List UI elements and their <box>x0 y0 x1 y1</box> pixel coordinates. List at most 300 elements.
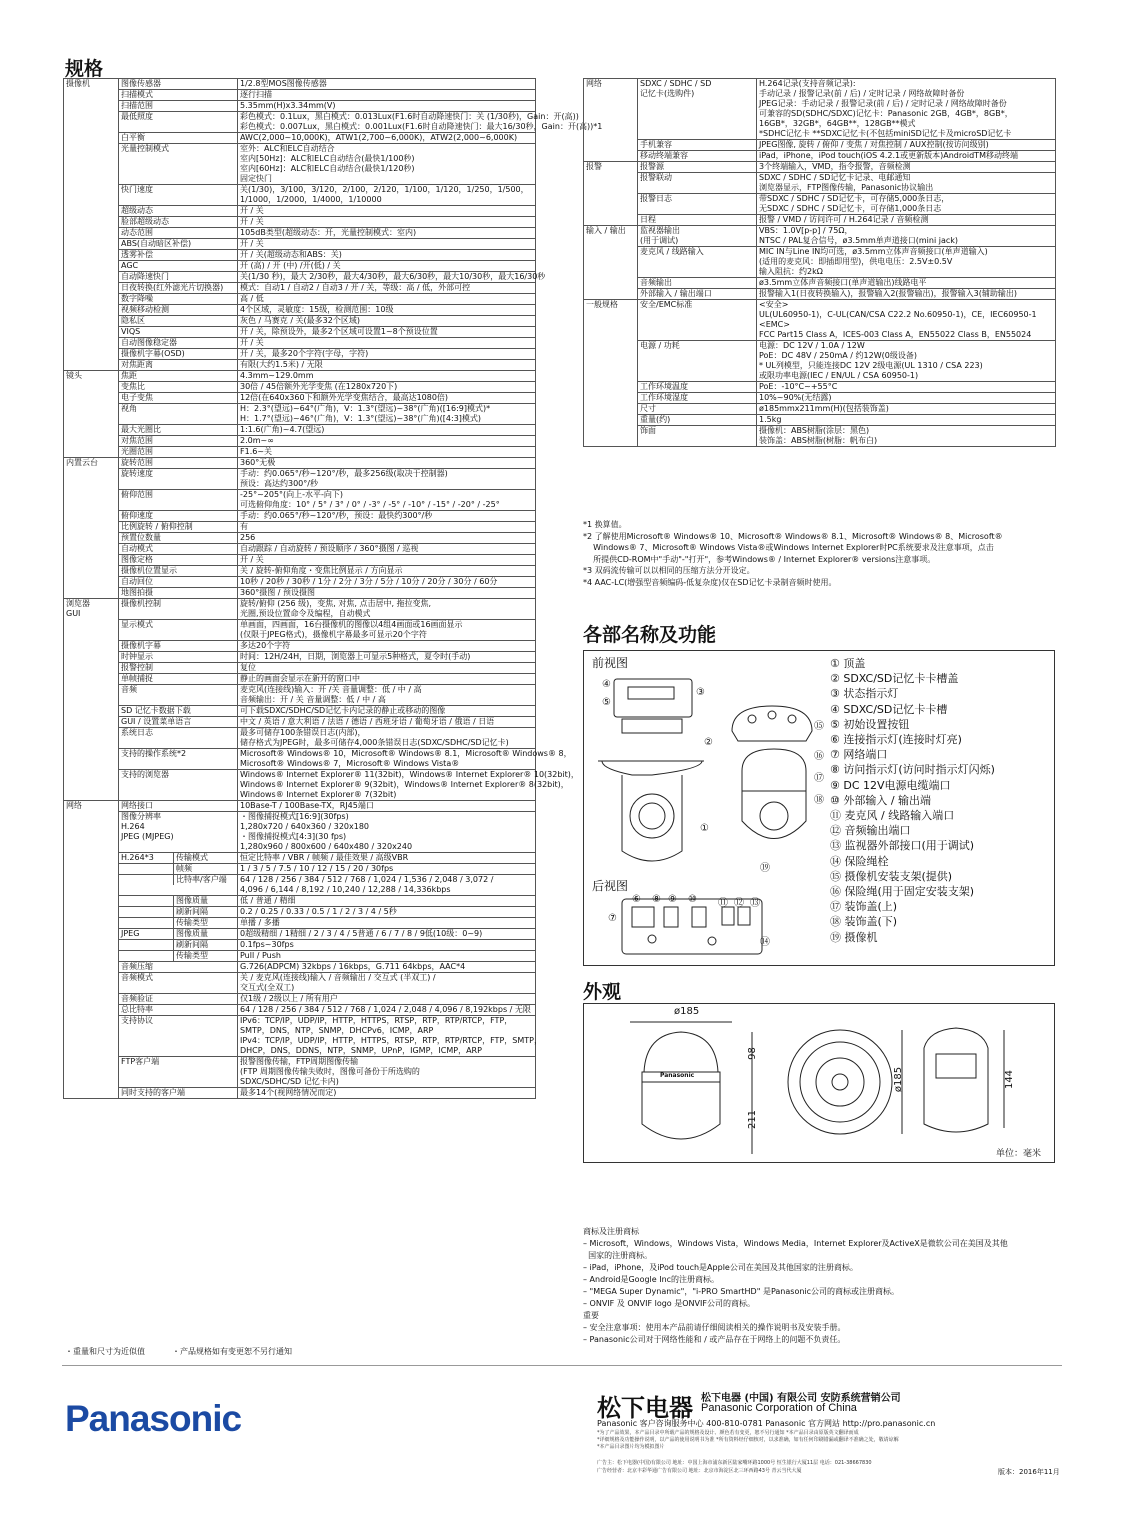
spec-row <box>584 151 1056 162</box>
spec-cell: 关(1/30)，3/100，3/120，2/100，2/120，1/100，1/120，1/250，1/500， 1/1000，1/2000，1/4000，1/10000 <box>238 185 536 206</box>
right-spec-table <box>583 78 1056 447</box>
spec-row <box>64 728 536 749</box>
spec-cell: 开 (高) / 开 (中) /开(低) / 关 <box>238 261 536 272</box>
spec-cell: 摄像机字幕 <box>119 641 238 652</box>
callout-11: ⑪ <box>718 898 728 909</box>
spec-cell: 动态范围 <box>119 228 238 239</box>
spec-cell: 外部输入 / 输出端口 <box>638 289 757 300</box>
spec-cell: 关 / 旋转-俯仰角度・变焦比例显示 / 方向显示 <box>238 566 536 577</box>
callout-15: ⑮ <box>814 721 824 732</box>
spec-cell: 输入 / 输出 <box>584 226 638 300</box>
spec-cell: 摄像机字幕(OSD) <box>119 349 238 360</box>
spec-cell: 音频模式 <box>119 973 238 994</box>
spec-cell: 5.35mm(H)x3.34mm(V) <box>238 101 536 112</box>
spec-notes <box>583 519 1063 588</box>
trademark-line: 国家的注册商标。 <box>583 1251 653 1260</box>
spec-cell: 变焦比 <box>119 382 238 393</box>
spec-cell: 音频压缩 <box>119 962 238 973</box>
spec-cell: 脸部超级动态 <box>119 217 238 228</box>
dimension-drawing <box>584 1004 1054 1162</box>
version: 版本：2016年11月 <box>998 1468 1060 1476</box>
spec-cell: 室外：ALC和ELC自动结合 室内[50Hz]：ALC和ELC自动结合(最快1/100秒) 室内[60Hz]：ALC和ELC自动结合(最快1/120秒) 固定快门 <box>238 144 536 185</box>
spec-subgroup <box>119 907 173 917</box>
part-item: ⑪ 麦克风 / 线路输入端口 <box>830 809 955 823</box>
spec-cell: SDXC / SDHC / SD记忆卡记录、电邮通知 浏览器显示，FTP图像传输，Panasonic协议输出 <box>757 173 1056 194</box>
spec-cell: 报警控制 <box>119 663 238 674</box>
spec-cell: 移动终端兼容 <box>638 151 757 162</box>
spec-row <box>584 426 1056 447</box>
spec-subitem: 图像质量 <box>173 896 237 906</box>
spec-cell: 灰色 / 马赛克 / 关(最多32个区域) <box>238 316 536 327</box>
spec-cell: 摄像机位置显示 <box>119 566 238 577</box>
spec-cell: 10%~90%(无结露) <box>757 393 1056 404</box>
spec-cell: 10Base-T / 100Base-TX，RJ45端口 <box>238 801 536 812</box>
spec-row <box>584 215 1056 226</box>
spec-cell: 总比特率 <box>119 1005 238 1016</box>
spec-subgroup: JPEG <box>121 929 140 938</box>
spec-row <box>584 194 1056 215</box>
spec-row <box>64 294 536 305</box>
spec-cell: 0.2 / 0.25 / 0.33 / 0.5 / 1 / 2 / 3 / 4 / 5秒 <box>238 907 536 918</box>
callout-16: ⑯ <box>814 751 824 762</box>
spec-row <box>64 425 536 436</box>
appearance-title: 外观 <box>583 981 622 1003</box>
spec-cell: 手动：约0.065°/秒~120°/秒，最多256级(取决于控制器) 预设：高达约300°/秒 <box>238 469 536 490</box>
dim-144: 144 <box>1004 1069 1016 1090</box>
spec-row <box>64 469 536 490</box>
spec-cell: SD 记忆卡数据下载 <box>119 706 238 717</box>
spec-cell: 1.5kg <box>757 415 1056 426</box>
spec-row <box>64 349 536 360</box>
spec-cell: 数字降噪 <box>119 294 238 305</box>
spec-subitem: 刷新间隔 <box>173 907 237 917</box>
spec-row <box>64 973 536 994</box>
address-2: 广告经营者：北京丰彩华通广告有限公司 地址：北京市海淀区北三环西路43号 青云当代大厦 <box>597 1468 802 1474</box>
spec-subitem: 比特率/客户端 <box>173 875 237 885</box>
part-item: ⑦ 网络端口 <box>830 748 888 762</box>
spec-subcell <box>119 896 238 907</box>
spec-row <box>64 1088 536 1099</box>
spec-cell: 尺寸 <box>638 404 757 415</box>
spec-row <box>584 226 1056 247</box>
spec-cell: 复位 <box>238 663 536 674</box>
spec-row <box>64 770 536 801</box>
spec-cell: 可下载SDXC/SDHC/SD记忆卡内记录的静止或移动的图像 <box>238 706 536 717</box>
spec-row <box>64 566 536 577</box>
spec-cell: ø3.5mm立体声音频接口(单声道输出)线路电平 <box>757 278 1056 289</box>
spec-cell: MIC IN与Line IN均可选，ø3.5mm立体声音频接口(单声道输入) (适用的麦克风：即插即用型)，供电电压：2.5V±0.5V 输入阻抗：约2kΩ <box>757 247 1056 278</box>
spec-cell: 单帧捕捉 <box>119 674 238 685</box>
callout-6: ⑥ <box>632 894 641 905</box>
spec-cell: <安全> UL(UL60950-1)，C-UL(CAN/CSA C22.2 No.60950-1)，CE，IEC60950-1 <EMC> FCC Part15 Class A，ICES-003 Class A，EN55022 Class B，EN55024 <box>757 300 1056 341</box>
spec-cell: 10秒 / 20秒 / 30秒 / 1分 / 2分 / 3分 / 5分 / 10分 / 20分 / 30分 / 60分 <box>238 577 536 588</box>
spec-cell: 工作环境湿度 <box>638 393 757 404</box>
spec-row <box>64 316 536 327</box>
spec-cell: 恒定比特率 / VBR / 帧频 / 最佳效果 / 高级VBR <box>238 853 536 864</box>
spec-cell: 超级动态 <box>119 206 238 217</box>
spec-cell: Windows® Internet Explorer® 11(32bit)，Windows® Internet Explorer® 10(32bit)， Windows® Internet Explorer® 9(32bit)，Windows® Internet Explorer® 8(32bit)， Windows® Internet Explorer® 7(32bit) <box>238 770 536 801</box>
part-item: ② SDXC/SD记忆卡卡槽盖 <box>830 672 959 686</box>
part-item: ⑧ 访问指示灯(访问时指示灯闪烁) <box>830 763 995 777</box>
brand-chinese-logo: 松下电器 <box>597 1393 693 1422</box>
spec-cell: GUI / 设置菜单语言 <box>119 717 238 728</box>
spec-cell: 报警输入1(日夜转换输入)，报警输入2(报警输出)，报警输入3(辅助输出) <box>757 289 1056 300</box>
spec-row <box>584 79 1056 140</box>
spec-cell: 多达20个字符 <box>238 641 536 652</box>
spec-subgroup <box>119 951 173 961</box>
spec-cell: 支持的浏览器 <box>119 770 238 801</box>
spec-cell: 电子变焦 <box>119 393 238 404</box>
spec-cell: 地图拍摄 <box>119 588 238 599</box>
spec-cell: 图像定格 <box>119 555 238 566</box>
spec-cell: 64 / 128 / 256 / 384 / 512 / 768 / 1,024 / 1,536 / 2,048 / 3,072 / 4,096 / 6,144 / 8,192 / 10,240 / 12,288 / 14,336kbps <box>238 875 536 896</box>
spec-cell: 有限(大约1.5米) / 无限 <box>238 360 536 371</box>
spec-row <box>64 994 536 1005</box>
spec-cell: H：2.3°(望远)~64°(广角)，V：1.3°(望远)~38°(广角)([16:9]模式)* H：1.7°(望远)~46°(广角)，V：1.3°(望远)~38°(广角)([4:3]模式) <box>238 404 536 425</box>
spec-cell: 报警日志 <box>638 194 757 215</box>
spec-cell: 图像传感器 <box>119 79 238 90</box>
spec-cell: 单画面，四画面，16台摄像机的图像以4组4画面或16画面显示 (仅限于JPEG格式)，摄像机字幕最多可显示20个字符 <box>238 620 536 641</box>
spec-cell: 快门速度 <box>119 185 238 206</box>
spec-subitem: 刷新间隔 <box>173 940 237 950</box>
spec-row <box>64 663 536 674</box>
spec-row <box>584 393 1056 404</box>
spec-cell: 报警图像传输，FTP周期图像传输 (FTP 周期图像传输失败时，图像可备份于所选购的 SDXC/SDHC/SD 记忆卡内) <box>238 1057 536 1088</box>
trademark-line: 商标及注册商标 <box>583 1227 639 1236</box>
spec-cell: 视频移动检测 <box>119 305 238 316</box>
spec-subcell <box>119 918 238 929</box>
spec-row <box>64 393 536 404</box>
part-item: ⑩ 外部输入 / 输出端 <box>830 793 932 807</box>
spec-cell: 最多可储存100条错误日志(内部)， 储存格式为JPEG时，最多可储存4,000条错误日志(SDXC/SDHC/SD记忆卡) <box>238 728 536 749</box>
spec-cell: ・图像捕捉模式[16:9](30fps) 1,280x720 / 640x360 / 320x180 ・图像捕捉模式[4:3](30 fps) 1,280x960 / 800x600 / 640x480 / 320x240 <box>238 812 536 853</box>
spec-row <box>64 382 536 393</box>
part-item: ⑥ 连接指示灯(连接时灯亮) <box>830 733 962 747</box>
spec-row <box>64 749 536 770</box>
spec-cell: 0超级精细 / 1精细 / 2 / 3 / 4 / 5普通 / 6 / 7 / 8 / 9低(10级：0~9) <box>238 929 536 940</box>
spec-cell: 模式：自动1 / 自动2 / 自动3 / 开 / 关，等级：高 / 低，外部可控 <box>238 283 536 294</box>
spec-cell: 开 / 关，最多20个字符(字母，字符) <box>238 349 536 360</box>
trademark-line: – Microsoft，Windows，Windows Vista，Windows Media，Internet Explorer及ActiveX是微软公司在美国及其他 <box>583 1239 1008 1248</box>
camera-line-drawing <box>592 671 832 981</box>
spec-row <box>584 278 1056 289</box>
spec-cell: 图像分辨率 H.264 JPEG (MJPEG) <box>119 812 238 853</box>
spec-cell: SDXC / SDHC / SD 记忆卡(选购件) <box>638 79 757 140</box>
footnote-weight: ・重量和尺寸为近似值 <box>65 1347 145 1356</box>
part-item: ⑤ 初始设置按钮 <box>830 717 910 731</box>
spec-row <box>64 458 536 469</box>
spec-cell: 64 / 128 / 256 / 384 / 512 / 768 / 1,024 / 2,048 / 4,096 / 8,192kbps / 无限 <box>238 1005 536 1016</box>
fine-print-1: *为了产品效果，本产品目录中所载产品的规格及设计、颜色若有变更，恕不另行通知 *本产品目录由原版英文翻译而成 <box>597 1430 859 1436</box>
spec-row <box>64 239 536 250</box>
spec-cell: Microsoft® Windows® 10，Microsoft® Windows® 8.1，Microsoft® Windows® 8， Microsoft® Windows® 7，Microsoft® Windows Vista® <box>238 749 536 770</box>
spec-cell: 光量控制模式 <box>119 144 238 185</box>
company-name-cn: 松下电器 (中国) 有限公司 安防系统营销公司 <box>701 1393 901 1404</box>
spec-subitem: 传输类型 <box>173 951 237 961</box>
spec-cell: 12倍(在640x360下和额外光学变焦结合，最高达1080倍) <box>238 393 536 404</box>
spec-cell: 扫描范围 <box>119 101 238 112</box>
spec-cell: 俯仰速度 <box>119 511 238 522</box>
spec-cell: 镜头 <box>64 371 119 458</box>
spec-row <box>64 962 536 973</box>
spec-cell: 彩色模式：0.1Lux，黑白模式：0.013Lux(F1.6时自动降速快门：关 (1/30秒)，Gain：开(高)) 彩色模式：0.007Lux，黑白模式：0.001Lux(F1.6时自动降速快门：最大16/30秒，Gain：开(高))*1 <box>238 112 536 133</box>
spec-cell: 浏览器 GUI <box>64 599 119 801</box>
rear-view-label: 后视图 <box>592 879 629 893</box>
spec-cell: 同时支持的客户端 <box>119 1088 238 1099</box>
part-item: ① 顶盖 <box>830 657 866 670</box>
part-item: ⑨ DC 12V电源电缆端口 <box>830 778 951 792</box>
spec-row <box>584 173 1056 194</box>
spec-subcell <box>119 951 238 962</box>
spec-cell: 日程 <box>638 215 757 226</box>
spec-row <box>64 404 536 425</box>
spec-row <box>64 555 536 566</box>
spec-cell: 日夜转换(红外滤光片切换器) <box>119 283 238 294</box>
spec-cell: 重量(约) <box>638 415 757 426</box>
spec-subitem: 帧频 <box>173 864 237 874</box>
spec-row <box>64 717 536 728</box>
dim-185: ø185 <box>893 1066 905 1093</box>
spec-cell: 时钟显示 <box>119 652 238 663</box>
spec-cell: 音频 <box>119 685 238 706</box>
trademark-line: – Panasonic公司对于网络性能和 / 或产品存在于网络上的问题不负责任。 <box>583 1335 846 1344</box>
spec-row <box>64 436 536 447</box>
spec-cell: H.264记录(支持音频记录): 手动记录 / 报警记录(前 / 后) / 定时记录 / 网络故障时备份 JPEG记录：手动记录 / 报警记录(前 / 后) / 定时记录 / 网络故障时备份 可兼容的SD(SDHC/SDXC)记忆卡：Panasonic 2GB，4GB*，8GB*， 16GB*，32GB*，64GB**，128GB**模式 *SDHC记忆卡 **SDXC记忆卡(不包括miniSD记忆卡及microSD记忆卡 <box>757 79 1056 140</box>
spec-row <box>64 272 536 283</box>
spec-subgroup <box>119 918 173 928</box>
spec-row <box>64 228 536 239</box>
spec-subcell <box>119 940 238 951</box>
spec-cell: 带SDXC / SDHC / SD记忆卡，可存储5,000条日志， 无SDXC / SDHC / SD记忆卡，可存储1,000条日志 <box>757 194 1056 215</box>
trademark-line: 重要 <box>583 1311 599 1320</box>
spec-row <box>64 907 536 918</box>
callout-14: ⑭ <box>760 937 770 948</box>
company-name-en: Panasonic Corporation of China <box>701 1402 857 1414</box>
part-item: ④ SDXC/SD记忆卡卡槽 <box>830 702 948 716</box>
parts-list <box>830 656 995 945</box>
spec-cell: 电源 / 功耗 <box>638 341 757 382</box>
parts-title: 各部名称及功能 <box>583 624 717 646</box>
spec-cell: 最低照度 <box>119 112 238 133</box>
part-item: ③ 状态指示灯 <box>830 687 899 701</box>
spec-subcell <box>119 875 238 896</box>
spec-row <box>64 1005 536 1016</box>
spec-cell: 对焦范围 <box>119 436 238 447</box>
camera-brand-mark: Panasonic <box>660 1072 695 1079</box>
spec-cell: 预置位数量 <box>119 533 238 544</box>
part-item: ⑮ 摄像机安装支架(提供) <box>830 869 953 883</box>
spec-cell: 360°摄图 / 预设摄图 <box>238 588 536 599</box>
spec-cell: 音频验证 <box>119 994 238 1005</box>
spec-cell: -25°~205°(向上-水平-向下) 可选俯仰角度：10° / 5° / 3° / 0° / -3° / -5° / -10° / -15° / -20° / -25° <box>238 490 536 511</box>
spec-row <box>64 599 536 620</box>
spec-cell: 自动模式 <box>119 544 238 555</box>
spec-row <box>64 250 536 261</box>
spec-cell: 开 / 关 <box>238 206 536 217</box>
spec-cell: 透雾补偿 <box>119 250 238 261</box>
spec-cell: 报警 / VMD / 访问许可 / H.264记录 / 音频检测 <box>757 215 1056 226</box>
spec-cell: 俯仰范围 <box>119 490 238 511</box>
part-item: ⑯ 保险绳(用于固定安装支架) <box>830 885 975 899</box>
spec-cell: 开 / 关 <box>238 555 536 566</box>
callout-17: ⑰ <box>814 773 824 784</box>
spec-cell: 256 <box>238 533 536 544</box>
spec-row <box>64 327 536 338</box>
dim-211: 211 <box>747 1109 759 1130</box>
spec-cell: 支持协议 <box>119 1016 238 1057</box>
callout-12: ⑫ <box>734 898 744 909</box>
dim-diameter: ø185 <box>674 1006 700 1017</box>
spec-row <box>64 217 536 228</box>
part-item: ⑲ 摄像机 <box>830 930 878 944</box>
spec-cell: 最大光圈比 <box>119 425 238 436</box>
spec-row <box>584 162 1056 173</box>
spec-cell: G.726(ADPCM) 32kbps / 16kbps，G.711 64kbps，AAC*4 <box>238 962 536 973</box>
spec-cell: 开 / 关 <box>238 217 536 228</box>
spec-cell: 网络接口 <box>119 801 238 812</box>
spec-cell: 关(1/30 秒)，最大 2/30秒，最大4/30秒，最大6/30秒，最大10/30秒，最大16/30秒 <box>238 272 536 283</box>
spec-row <box>584 415 1056 426</box>
spec-cell: 旋转速度 <box>119 469 238 490</box>
spec-row <box>584 300 1056 341</box>
spec-cell: 4.3mm~129.0mm <box>238 371 536 382</box>
note-line: *2 了解使用Microsoft® Windows® 10、Microsoft® Windows® 8.1、Microsoft® Windows® 8、Microsoft® <box>583 531 1003 541</box>
spec-row <box>64 533 536 544</box>
spec-cell: 单播 / 多播 <box>238 918 536 929</box>
spec-row <box>64 79 536 90</box>
spec-subgroup <box>119 864 173 874</box>
spec-subgroup <box>119 896 173 906</box>
spec-cell: 1 / 3 / 5 / 7.5 / 10 / 12 / 15 / 20 / 30fps <box>238 864 536 875</box>
spec-cell: 白平衡 <box>119 133 238 144</box>
spec-row <box>64 112 536 133</box>
spec-cell: 报警联动 <box>638 173 757 194</box>
spec-cell: 报警 <box>584 162 638 226</box>
address-1: 广告主：松下电器(中国)有限公司 地址：中国上海市浦东新区陆家嘴环路1000号 恒生银行大厦11层 电话：021-38667830 <box>597 1460 872 1466</box>
callout-3: ③ <box>696 687 705 698</box>
note-line: Windows® 7、Microsoft® Windows Vista®或Windows Internet Explorer时PC系统要求及注意事项，点击 <box>583 543 994 552</box>
spec-cell: 显示模式 <box>119 620 238 641</box>
trademark-line: – ONVIF 及 ONVIF logo 是ONVIF公司的商标。 <box>583 1299 755 1308</box>
spec-row <box>584 382 1056 393</box>
spec-cell: 最多14个(视网络情况而定) <box>238 1088 536 1099</box>
spec-cell: 支持的操作系统*2 <box>119 749 238 770</box>
spec-row <box>64 577 536 588</box>
spec-row <box>64 812 536 853</box>
spec-cell: 麦克风(连接线)输入：开 /关 音量调整：低 / 中 / 高 音频输出：开 / 关 音量调整：低 / 中 / 高 <box>238 685 536 706</box>
spec-cell: 自动回位 <box>119 577 238 588</box>
spec-cell: 逐行扫描 <box>238 90 536 101</box>
spec-cell: iPad，iPhone，iPod touch(iOS 4.2.1或更新版本)AndroidTM移动终端 <box>757 151 1056 162</box>
spec-row <box>64 652 536 663</box>
spec-cell: AWC(2,000~10,000K)，ATW1(2,700~6,000K)，ATW2(2,000~6,000K) <box>238 133 536 144</box>
callout-13: ⑬ <box>750 898 760 909</box>
part-item: ⑬ 监视器外部接口(用于调试) <box>830 839 975 853</box>
spec-cell: 音频输出 <box>638 278 757 289</box>
spec-cell: 时间：12H/24H，日期，浏览器上可显示5种格式，夏令时(手动) <box>238 652 536 663</box>
spec-cell: JPEG图像, 旋转 / 俯仰 / 变焦 / 对焦控制 / AUX控制(按访问级别) <box>757 140 1056 151</box>
spec-cell: 隐私区 <box>119 316 238 327</box>
spec-cell: 摄像机控制 <box>119 599 238 620</box>
spec-cell: 系统日志 <box>119 728 238 749</box>
spec-subitem: 传输类型 <box>173 918 237 928</box>
spec-cell: 4个区域，灵敏度：15级，检测范围：10级 <box>238 305 536 316</box>
spec-row <box>64 896 536 907</box>
spec-subgroup: H.264*3 <box>121 853 154 862</box>
spec-row <box>64 206 536 217</box>
spec-row <box>64 588 536 599</box>
spec-subgroup <box>119 875 173 885</box>
spec-cell: 低 / 普通 / 精细 <box>238 896 536 907</box>
spec-cell: AGC <box>119 261 238 272</box>
spec-cell: FTP客户端 <box>119 1057 238 1088</box>
part-item: ⑰ 装饰盖(上) <box>830 900 898 914</box>
callout-4: ④ <box>602 679 611 690</box>
spec-cell: Pull / Push <box>238 951 536 962</box>
spec-cell: 开 / 关 <box>238 338 536 349</box>
spec-row <box>64 185 536 206</box>
spec-cell: 105dB类型(超级动态：开，光量控制模式：室内) <box>238 228 536 239</box>
spec-row <box>584 140 1056 151</box>
spec-cell: 电源：DC 12V / 1.0A / 12W PoE：DC 48V / 250mA / 约12W(0级设备) * UL列模型，只能连接DC 12V 2级电源(UL 1310 / CSA 223) 或限功率电源(IEC / EN/UL / CSA 60950-1) <box>757 341 1056 382</box>
spec-subitem: 图像质量 <box>173 929 237 939</box>
spec-cell: 自动降速快门 <box>119 272 238 283</box>
unit-label: 单位：毫米 <box>996 1149 1042 1159</box>
spec-row <box>64 544 536 555</box>
spec-row <box>64 951 536 962</box>
spec-cell: 网络 <box>584 79 638 162</box>
trademark-line: – Android是Google Inc的注册商标。 <box>583 1275 720 1284</box>
part-item: ⑭ 保险绳栓 <box>830 854 889 868</box>
spec-subcell <box>119 907 238 918</box>
spec-row <box>64 940 536 951</box>
spec-row <box>64 706 536 717</box>
spec-row <box>64 929 536 940</box>
spec-cell: 关 / 麦克风(连接线)输入 / 音频输出 / 交互式 (半双工) / 交互式(全双工) <box>238 973 536 994</box>
note-line: *3 双码流传输可以以相同的压缩方法分开设定。 <box>583 566 755 575</box>
spec-cell: 焦距 <box>119 371 238 382</box>
spec-cell: 开 / 关 <box>238 239 536 250</box>
spec-row <box>64 853 536 864</box>
spec-row <box>64 360 536 371</box>
fine-print-3: *本产品目录图片均为模拟图片 <box>597 1444 665 1450</box>
spec-row <box>64 685 536 706</box>
spec-cell: 监视器输出 (用于调试) <box>638 226 757 247</box>
spec-cell: 自动跟踪 / 自动旋转 / 预设顺序 / 360°摄图 / 巡视 <box>238 544 536 555</box>
callout-9: ⑨ <box>668 894 677 905</box>
callout-5: ⑤ <box>602 697 611 708</box>
spec-cell: 视角 <box>119 404 238 425</box>
spec-cell: VBS：1.0V[p-p] / 75Ω， NTSC / PAL复合信号，ø3.5mm单声道接口(mini jack) <box>757 226 1056 247</box>
spec-cell: 安全/EMC标准 <box>638 300 757 341</box>
spec-row <box>64 90 536 101</box>
trademark-line: – iPad，iPhone，及iPod touch是Apple公司在美国及其他国家的注册商标。 <box>583 1263 858 1272</box>
callout-10: ⑩ <box>688 894 697 905</box>
callout-19: ⑲ <box>760 863 770 874</box>
callout-1: ① <box>700 823 709 834</box>
spec-cell: 工作环境温度 <box>638 382 757 393</box>
note-line: *1 换算值。 <box>583 520 627 529</box>
spec-row <box>64 620 536 641</box>
spec-row <box>64 490 536 511</box>
spec-row <box>64 305 536 316</box>
spec-cell: 报警源 <box>638 162 757 173</box>
spec-cell: 开 / 关(超级动态和ABS：关) <box>238 250 536 261</box>
spec-subitem: 传输模式 <box>173 853 237 863</box>
spec-row <box>64 511 536 522</box>
spec-cell: IPv6：TCP/IP，UDP/IP，HTTP，HTTPS，RTSP，RTP，RTP/RTCP，FTP， SMTP，DNS，NTP，SNMP，DHCPv6，ICMP，ARP IPv4：TCP/IP，UDP/IP，HTTP，HTTPS，RTSP，RTP，RTP/RTCP，FTP，SMTP， DHCP，DNS，DDNS，NTP，SNMP，UPnP，IGMP，ICMP，ARP <box>238 1016 536 1057</box>
spec-row <box>584 289 1056 300</box>
